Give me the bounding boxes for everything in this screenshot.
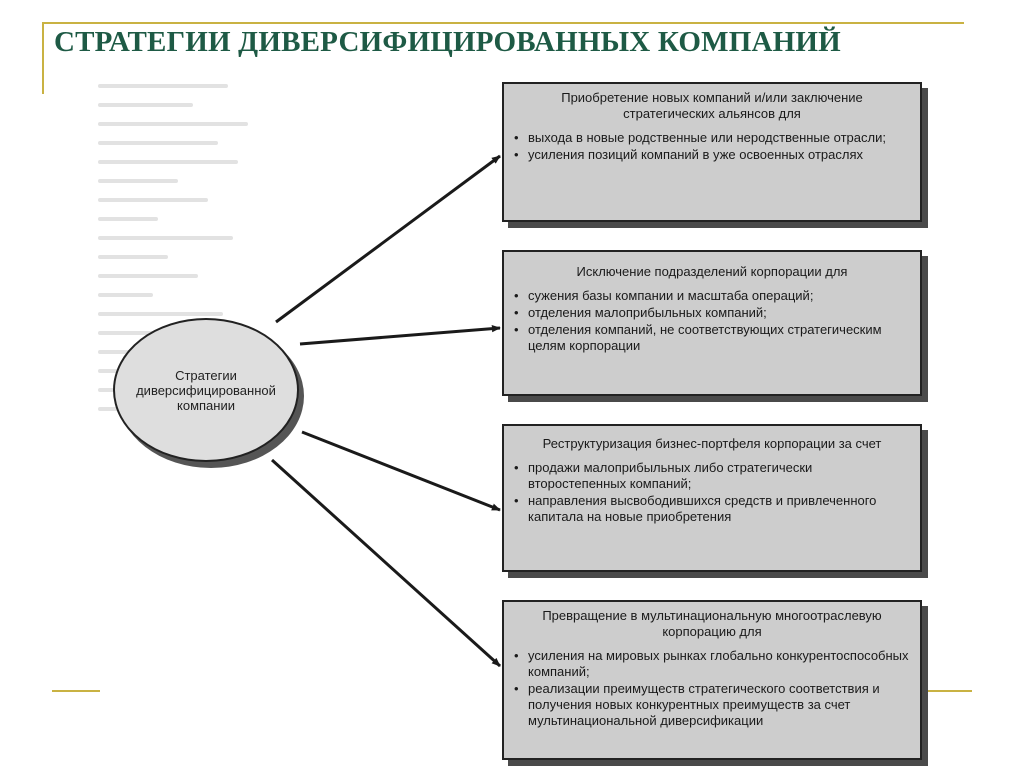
arrow-to-box-3 bbox=[302, 432, 500, 510]
box-item: • усиления на мировых рынках глобально конкурентоспособных компаний; bbox=[514, 648, 910, 680]
center-node bbox=[113, 318, 299, 462]
strategy-box-1 bbox=[502, 82, 922, 222]
box-heading: Приобретение новых компаний и/или заключение стратегических альянсов для bbox=[561, 90, 863, 121]
arrow-to-box-4 bbox=[272, 460, 500, 666]
box-item: • отделения малоприбыльных компаний; bbox=[514, 305, 910, 321]
box-item: • направления высвободившихся средств и привлеченного капитала на новые приобретения bbox=[514, 493, 910, 525]
slide-title: СТРАТЕГИИ ДИВЕРСИФИЦИРОВАННЫХ КОМПАНИЙ bbox=[54, 26, 841, 58]
arrow-to-box-2 bbox=[300, 328, 500, 344]
arrow-to-box-1 bbox=[276, 156, 500, 322]
box-item: • продажи малоприбыльных либо стратегически второстепенных компаний; bbox=[514, 460, 910, 492]
box-item: • выхода в новые родственные или неродственные отрасли; bbox=[514, 130, 910, 146]
strategy-box-4 bbox=[502, 600, 922, 760]
box-item: • отделения компаний, не соответствующих стратегическим целям корпорации bbox=[514, 322, 910, 354]
box-heading: Реструктуризация бизнес-портфеля корпорации за счет bbox=[542, 436, 882, 451]
box-item: • реализации преимуществ стратегического соответствия и получения новых конкурентных преимуществ за счет мультинациональной диверсификации bbox=[514, 681, 910, 729]
box-heading: Исключение подразделений корпорации для bbox=[576, 264, 848, 279]
center-node-label: Стратегии диверсифицированной компании bbox=[136, 367, 276, 413]
strategy-box-3 bbox=[502, 424, 922, 572]
box-heading: Превращение в мультинациональную многоотраслевую корпорацию для bbox=[542, 608, 882, 639]
box-item: • сужения базы компании и масштаба операций; bbox=[514, 288, 910, 304]
strategy-box-2 bbox=[502, 250, 922, 396]
box-item: • усиления позиций компаний в уже освоенных отраслях bbox=[514, 147, 910, 163]
